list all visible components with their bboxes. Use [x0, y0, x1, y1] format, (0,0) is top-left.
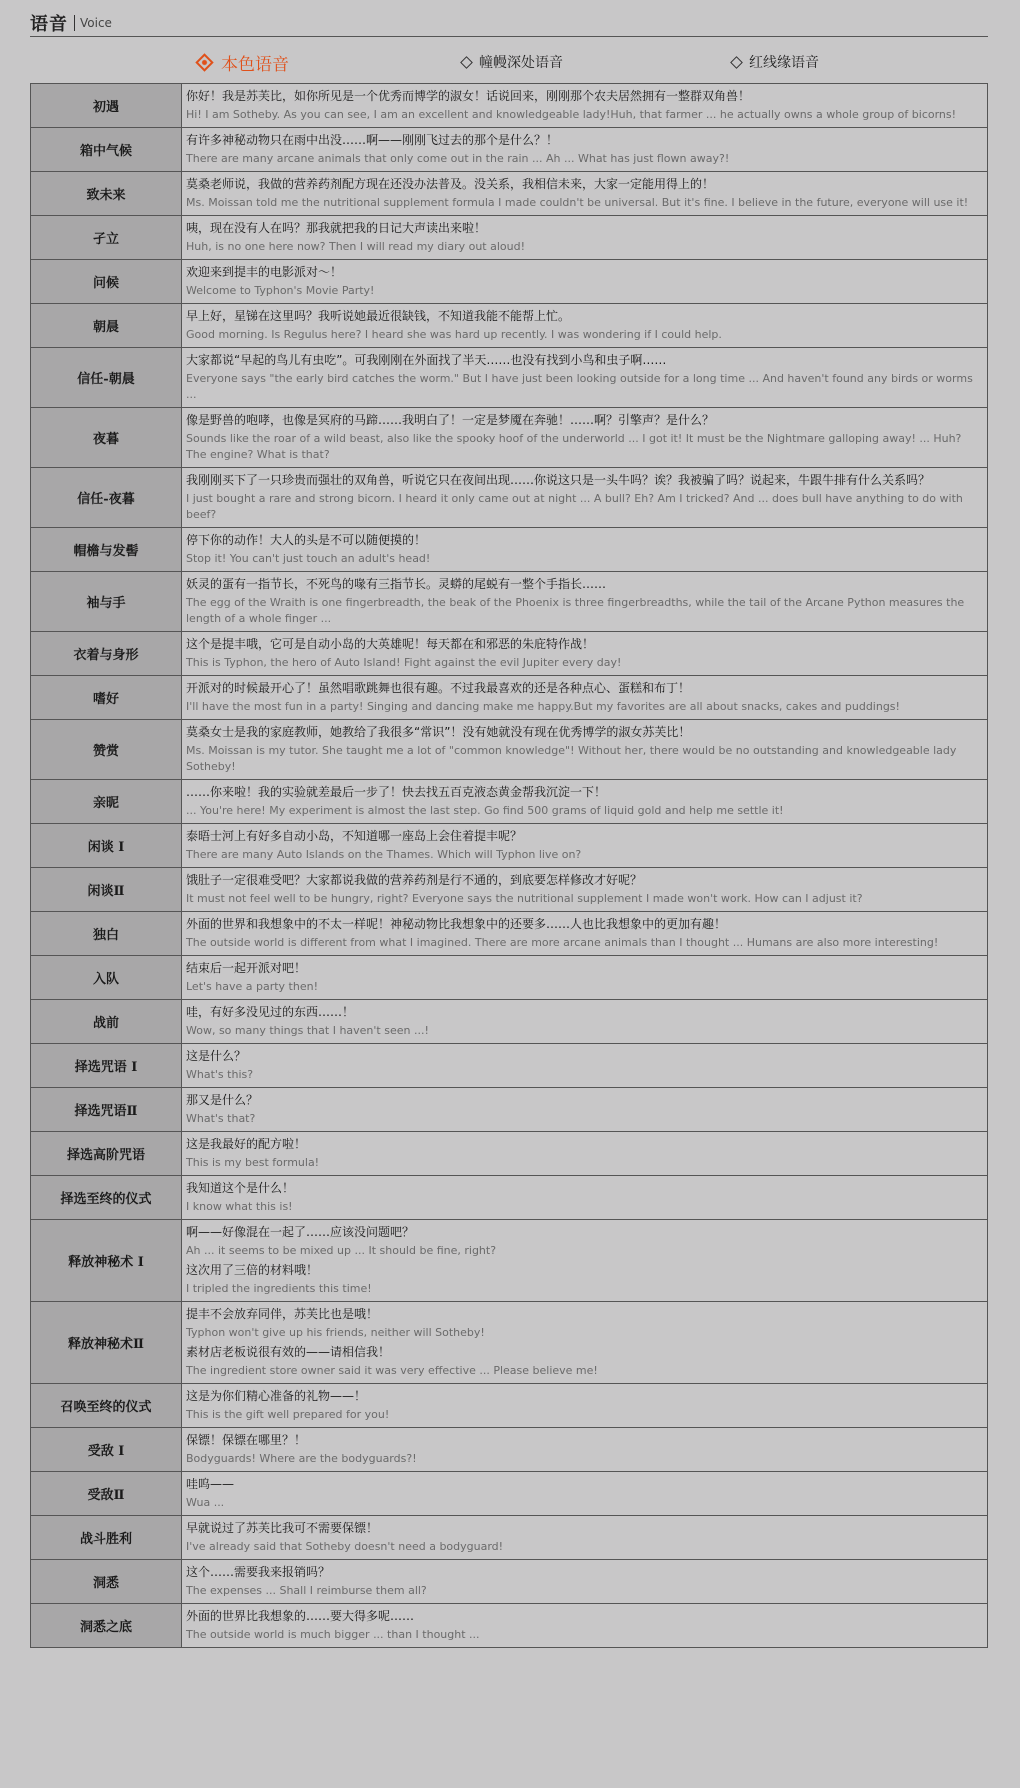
voice-name: 朝晨 — [31, 304, 182, 348]
voice-line-chinese: 哇，有好多没见过的东西……！ — [186, 1005, 355, 1019]
voice-name: 箱中气候 — [31, 128, 182, 172]
voice-line-english: Good morning. Is Regulus here? I heard she was hard up recently. I was wondering if I could help. — [186, 328, 722, 341]
voice-line-chinese: 妖灵的蛋有一指节长，不死鸟的喙有三指节长。灵蟒的尾蜕有一整个手指长…… — [186, 577, 607, 591]
voice-lines — [182, 408, 988, 468]
tab-red-thread-voice[interactable] — [732, 48, 819, 76]
voice-lines — [182, 572, 988, 632]
voice-line-english: Wow, so many things that I haven't seen ...! — [186, 1024, 429, 1037]
voice-line-chinese: 莫桑女士是我的家庭教师，她教给了我很多“常识”！没有她就没有现在优秀博学的淑女苏芙比！ — [186, 725, 691, 739]
table-row — [31, 216, 988, 260]
table-row — [31, 1000, 988, 1044]
table-row — [31, 824, 988, 868]
voice-lines — [182, 676, 988, 720]
voice-line-chinese: 那又是什么？ — [186, 1093, 259, 1107]
tab-label: 本色语音 — [221, 54, 289, 75]
voice-name: 择选高阶咒语 — [31, 1132, 182, 1176]
table-row — [31, 1516, 988, 1560]
voice-line-english: ... You're here! My experiment is almost the last step. Go find 500 grams of liquid gold and help me settle it! — [186, 804, 784, 817]
voice-lines — [182, 1088, 988, 1132]
voice-line-english: The ingredient store owner said it was very effective ... Please believe me! — [186, 1364, 598, 1377]
table-row — [31, 1044, 988, 1088]
voice-line-english: The expenses ... Shall I reimburse them all? — [186, 1584, 427, 1597]
voice-name: 独白 — [31, 912, 182, 956]
voice-line-chinese: 外面的世界比我想象的……要大得多呢…… — [186, 1609, 415, 1623]
tab-label: 红线缘语音 — [749, 55, 819, 71]
voice-name: 闲谈 I — [31, 824, 182, 868]
voice-line-chinese: 饿肚子一定很难受吧？大家都说我做的营养药剂是行不通的，到底要怎样修改才好呢？ — [186, 873, 643, 887]
voice-line-chinese: 你好！我是苏芙比，如你所见是一个优秀而博学的淑女！话说回来，刚刚那个农夫居然拥有一整群双角兽！ — [186, 89, 751, 103]
voice-line-chinese: 莫桑老师说，我做的营养药剂配方现在还没办法普及。没关系，我相信未来，大家一定能用得上的！ — [186, 177, 715, 191]
diamond-icon — [195, 53, 213, 71]
voice-line-english: It must not feel well to be hungry, right? Everyone says the nutritional supplement I made won't work. How can I adjust it? — [186, 892, 863, 905]
voice-line-english: There are many arcane animals that only come out in the rain ... Ah ... What has just flown away?! — [186, 152, 730, 165]
table-row — [31, 676, 988, 720]
voice-line-chinese: 像是野兽的咆哮，也像是冥府的马蹄……我明白了！一定是梦魇在奔驰！……啊？引擎声？是什么？ — [186, 413, 715, 427]
voice-lines — [182, 304, 988, 348]
voice-name: 入队 — [31, 956, 182, 1000]
voice-lines — [182, 632, 988, 676]
voice-line-chinese: 我刚刚买下了一只珍贵而强壮的双角兽，听说它只在夜间出现……你说这只是一头牛吗？诶？我被骗了吗？说起来，牛跟牛排有什么关系吗？ — [186, 473, 931, 487]
voice-lines — [182, 1560, 988, 1604]
table-row — [31, 1176, 988, 1220]
voice-lines — [182, 1000, 988, 1044]
voice-name: 问候 — [31, 260, 182, 304]
table-row — [31, 260, 988, 304]
voice-lines — [182, 216, 988, 260]
table-row — [31, 468, 988, 528]
voice-lines — [182, 824, 988, 868]
table-row — [31, 84, 988, 128]
voice-lines — [182, 1044, 988, 1088]
voice-line-english: The egg of the Wraith is one fingerbreadth, the beak of the Phoenix is three fingerbreadths, while the tail of the Arcane Python measures the length of a whole finger ... — [186, 596, 965, 625]
table-row — [31, 720, 988, 780]
voice-line-english: The outside world is much bigger ... than I thought ... — [186, 1628, 480, 1641]
voice-line-english: Hi! I am Sotheby. As you can see, I am an excellent and knowledgeable lady!Huh, that farmer ... he actually owns a whole group of bicorns! — [186, 108, 957, 121]
voice-lines — [182, 1132, 988, 1176]
voice-line-english: I'll have the most fun in a party! Singing and dancing make me happy.But my favorites are all about snacks, cakes and puddings! — [186, 700, 900, 713]
voice-line-english: Ms. Moissan told me the nutritional supplement formula I made couldn't be universal. But it's fine. I believe in the future, everyone will use it! — [186, 196, 969, 209]
table-row — [31, 1302, 988, 1384]
voice-line-english: I just bought a rare and strong bicorn. I heard it only came out at night ... A bull? Eh? Am I tricked? And ... does bull have anything to do with beef? — [186, 492, 963, 521]
voice-lines-table — [30, 83, 988, 1648]
voice-name: 孑立 — [31, 216, 182, 260]
voice-name: 受敌 I — [31, 1428, 182, 1472]
table-row — [31, 1428, 988, 1472]
voice-line-english: Sounds like the roar of a wild beast, also like the spooky hoof of the underworld ... I got it! It must be the Nightmare galloping away! ... Huh? The engine? What is that? — [186, 432, 962, 461]
table-row — [31, 868, 988, 912]
voice-line-english: This is my best formula! — [186, 1156, 320, 1169]
voice-line-chinese: 大家都说“早起的鸟儿有虫吃”。可我刚刚在外面找了半天……也没有找到小鸟和虫子啊…… — [186, 353, 667, 367]
section-title: 语音 — [30, 14, 68, 35]
voice-line-english: The outside world is different from what I imagined. There are more arcane animals than I thought ... Humans are also more interesting! — [186, 936, 939, 949]
voice-line-chinese: 这是我最好的配方啦！ — [186, 1137, 307, 1151]
voice-line-chinese: 欢迎来到提丰的电影派对～！ — [186, 265, 343, 279]
voice-line-chinese: 这个是提丰哦，它可是自动小岛的大英雄呢！每天都在和邪恶的朱庇特作战！ — [186, 637, 595, 651]
voice-line-english: Wua ... — [186, 1496, 225, 1509]
voice-line-chinese: 咦，现在没有人在吗？那我就把我的日记大声读出来啦！ — [186, 221, 487, 235]
title-divider — [74, 15, 75, 31]
voice-line-english: Let's have a party then! — [186, 980, 318, 993]
voice-line-english: Everyone says "the early bird catches the worm." But I have just been looking outside for a long time ... And haven't found any birds or worms ... — [186, 372, 973, 401]
table-row — [31, 1220, 988, 1302]
voice-line-chinese: 这次用了三倍的材料哦！ — [186, 1263, 319, 1277]
table-row — [31, 348, 988, 408]
voice-line-chinese: 外面的世界和我想象中的不太一样呢！神秘动物比我想象中的还要多……人也比我想象中的更加有趣！ — [186, 917, 727, 931]
table-row — [31, 1132, 988, 1176]
voice-name: 择选咒语 I — [31, 1044, 182, 1088]
tab-label: 幢幔深处语音 — [479, 55, 563, 71]
voice-name: 释放神秘术Ⅱ — [31, 1302, 182, 1384]
voice-name: 择选至终的仪式 — [31, 1176, 182, 1220]
table-row — [31, 172, 988, 216]
voice-lines — [182, 1176, 988, 1220]
voice-lines — [182, 1516, 988, 1560]
voice-name: 衣着与身形 — [31, 632, 182, 676]
voice-line-english: Stop it! You can't just touch an adult's head! — [186, 552, 431, 565]
voice-tabs — [30, 48, 988, 76]
voice-line-english: I know what this is! — [186, 1200, 293, 1213]
voice-lines — [182, 956, 988, 1000]
section-header — [30, 10, 988, 37]
section-subtitle: Voice — [80, 16, 112, 30]
table-row — [31, 1384, 988, 1428]
voice-line-chinese: 我知道这个是什么！ — [186, 1181, 295, 1195]
table-row — [31, 632, 988, 676]
voice-line-chinese: 早就说过了苏芙比我可不需要保镖！ — [186, 1521, 379, 1535]
voice-name: 初遇 — [31, 84, 182, 128]
voice-line-english: Ms. Moissan is my tutor. She taught me a lot of "common knowledge"! Without her, there would be no outstanding and knowledgeable lady Sotheby! — [186, 744, 957, 773]
voice-name: 袖与手 — [31, 572, 182, 632]
voice-line-english: Ah ... it seems to be mixed up ... It should be fine, right? — [186, 1244, 497, 1257]
table-row — [31, 1472, 988, 1516]
voice-lines — [182, 1220, 988, 1302]
voice-line-english: Bodyguards! Where are the bodyguards?! — [186, 1452, 417, 1465]
voice-lines — [182, 84, 988, 128]
voice-line-chinese: 结束后一起开派对吧！ — [186, 961, 307, 975]
voice-line-chinese: 哇呜—— — [186, 1477, 235, 1491]
voice-line-english: Typhon won't give up his friends, neither will Sotheby! — [186, 1326, 485, 1339]
voice-line-english: What's this? — [186, 1068, 254, 1081]
voice-lines — [182, 1472, 988, 1516]
table-row — [31, 912, 988, 956]
voice-lines — [182, 260, 988, 304]
voice-name: 致未来 — [31, 172, 182, 216]
voice-line-chinese: 泰晤士河上有好多自动小岛，不知道哪一座岛上会住着提丰呢？ — [186, 829, 523, 843]
table-row — [31, 1604, 988, 1648]
voice-lines — [182, 912, 988, 956]
voice-name: 受敌Ⅱ — [31, 1472, 182, 1516]
voice-lines — [182, 1302, 988, 1384]
voice-line-english: This is the gift well prepared for you! — [186, 1408, 390, 1421]
voice-line-chinese: 早上好，星锑在这里吗？我听说她最近很缺钱，不知道我能不能帮上忙。 — [186, 309, 571, 323]
voice-lines — [182, 528, 988, 572]
voice-line-chinese: ……你来啦！我的实验就差最后一步了！快去找五百克液态黄金帮我沉淀一下！ — [186, 785, 607, 799]
table-row — [31, 1560, 988, 1604]
voice-name: 夜暮 — [31, 408, 182, 468]
voice-lines — [182, 1604, 988, 1648]
table-row — [31, 956, 988, 1000]
voice-name: 洞悉 — [31, 1560, 182, 1604]
voice-line-chinese: 素材店老板说很有效的——请相信我！ — [186, 1345, 391, 1359]
voice-line-chinese: 保镖！保镖在哪里？！ — [186, 1433, 307, 1447]
table-row — [31, 128, 988, 172]
tab-default-voice[interactable] — [198, 48, 289, 76]
voice-line-english: I tripled the ingredients this time! — [186, 1282, 372, 1295]
voice-name: 信任-朝晨 — [31, 348, 182, 408]
voice-name: 亲昵 — [31, 780, 182, 824]
voice-name: 召唤至终的仪式 — [31, 1384, 182, 1428]
voice-lines — [182, 868, 988, 912]
diamond-icon — [460, 56, 473, 69]
voice-lines — [182, 468, 988, 528]
voice-line-chinese: 啊——好像混在一起了……应该没问题吧？ — [186, 1225, 415, 1239]
voice-line-english: There are many Auto Islands on the Thames. Which will Typhon live on? — [186, 848, 582, 861]
voice-line-english: I've already said that Sotheby doesn't need a bodyguard! — [186, 1540, 504, 1553]
voice-name: 洞悉之底 — [31, 1604, 182, 1648]
voice-line-english: Huh, is no one here now? Then I will read my diary out aloud! — [186, 240, 526, 253]
voice-line-chinese: 这是什么？ — [186, 1049, 247, 1063]
table-row — [31, 780, 988, 824]
voice-name: 释放神秘术 I — [31, 1220, 182, 1302]
voice-lines — [182, 720, 988, 780]
voice-name: 帽檐与发髻 — [31, 528, 182, 572]
table-row — [31, 1088, 988, 1132]
voice-line-english: This is Typhon, the hero of Auto Island! Fight against the evil Jupiter every day! — [186, 656, 622, 669]
voice-name: 信任-夜暮 — [31, 468, 182, 528]
voice-lines — [182, 1428, 988, 1472]
voice-lines — [182, 780, 988, 824]
voice-name: 战斗胜利 — [31, 1516, 182, 1560]
diamond-icon — [730, 56, 743, 69]
voice-name: 嗜好 — [31, 676, 182, 720]
voice-lines — [182, 1384, 988, 1428]
voice-line-chinese: 这个……需要我来报销吗？ — [186, 1565, 331, 1579]
voice-lines — [182, 348, 988, 408]
table-row — [31, 408, 988, 468]
voice-line-english: What's that? — [186, 1112, 256, 1125]
table-row — [31, 528, 988, 572]
voice-line-chinese: 提丰不会放弃同伴，苏芙比也是哦！ — [186, 1307, 379, 1321]
voice-line-chinese: 开派对的时候最开心了！虽然唱歌跳舞也很有趣。不过我最喜欢的还是各种点心、蛋糕和布丁！ — [186, 681, 691, 695]
voice-lines — [182, 172, 988, 216]
voice-line-chinese: 这是为你们精心准备的礼物——！ — [186, 1389, 367, 1403]
voice-lines — [182, 128, 988, 172]
tab-curtain-voice[interactable] — [462, 48, 563, 76]
voice-name: 闲谈Ⅱ — [31, 868, 182, 912]
voice-line-chinese: 有许多神秘动物只在雨中出没……啊——刚刚飞过去的那个是什么？！ — [186, 133, 559, 147]
voice-line-english: Welcome to Typhon's Movie Party! — [186, 284, 375, 297]
voice-line-chinese: 停下你的动作！大人的头是不可以随便摸的！ — [186, 533, 427, 547]
voice-name: 战前 — [31, 1000, 182, 1044]
table-row — [31, 304, 988, 348]
voice-name: 赞赏 — [31, 720, 182, 780]
voice-name: 择选咒语Ⅱ — [31, 1088, 182, 1132]
table-row — [31, 572, 988, 632]
